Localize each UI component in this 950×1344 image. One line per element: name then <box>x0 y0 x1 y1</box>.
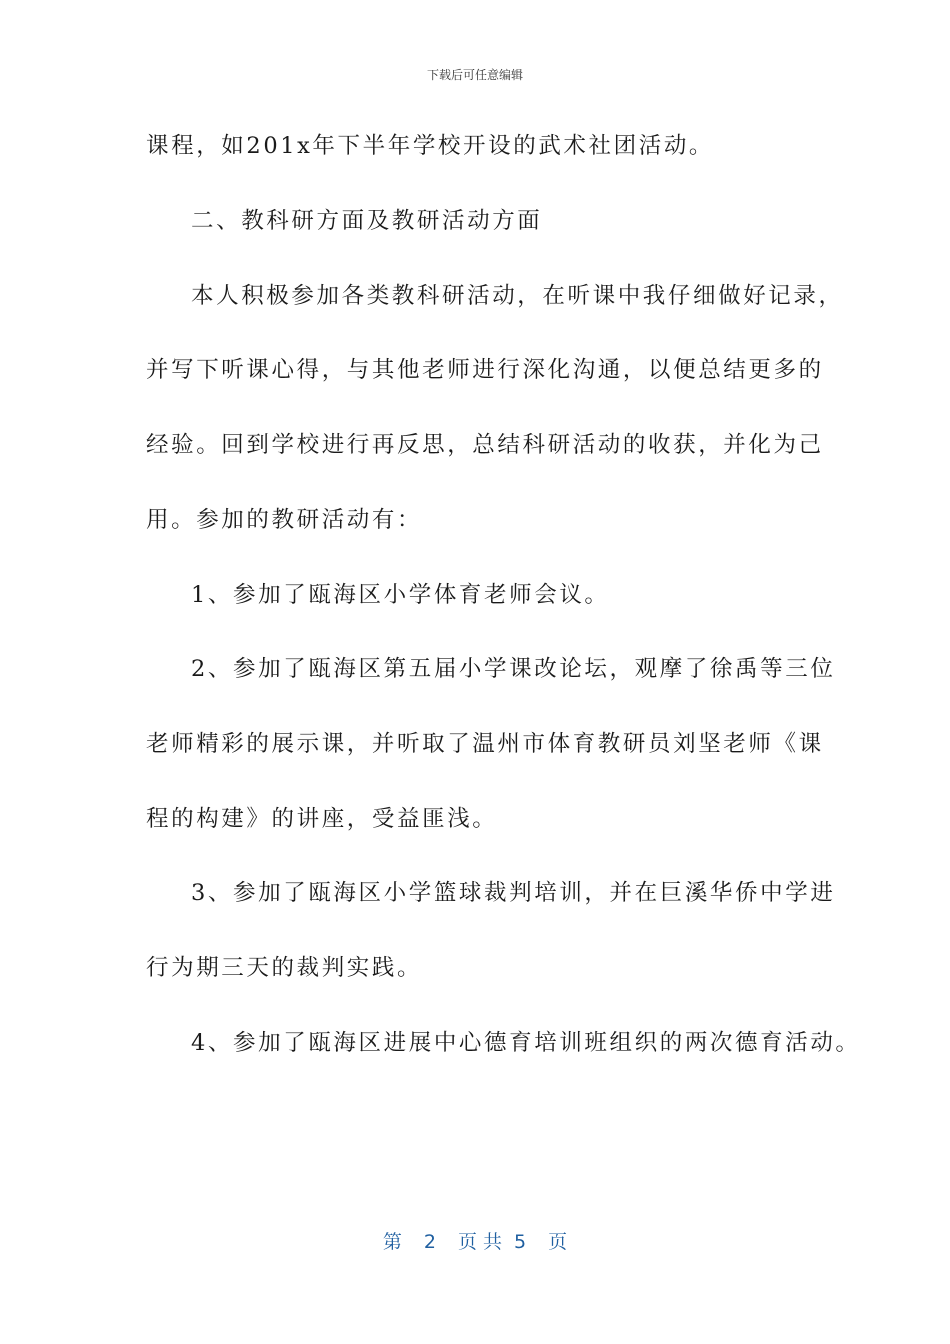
list-item-4: 4、参加了瓯海区进展中心德育培训班组织的两次德育活动。 <box>191 1030 861 1056</box>
list-item-2-cont-2: 程的构建》的讲座，受益匪浅。 <box>146 806 498 832</box>
list-item-3-cont: 行为期三天的裁判实践。 <box>146 955 423 981</box>
page-footer <box>0 1227 950 1254</box>
footer-suffix: 页 <box>548 1231 568 1253</box>
section-heading: 二、教科研方面及教研活动方面 <box>191 208 543 234</box>
body-line-4: 并写下听课心得，与其他老师进行深化沟通，以便总结更多的 <box>146 357 824 383</box>
footer-middle: 页共 <box>457 1231 508 1253</box>
body-line-6: 用。参加的教研活动有： <box>146 507 423 533</box>
list-item-2: 2、参加了瓯海区第五届小学课改论坛，观摩了徐禹等三位 <box>191 656 836 682</box>
header-note: 下载后可任意编辑 <box>426 68 523 82</box>
list-item-2-cont-1: 老师精彩的展示课，并听取了温州市体育教研员刘坚老师《课 <box>146 731 824 757</box>
footer-current-page: 2 <box>423 1231 436 1253</box>
body-line-5: 经验。回到学校进行再反思，总结科研活动的收获，并化为己 <box>146 432 824 458</box>
body-line-3: 本人积极参加各类教科研活动，在听课中我仔细做好记录， <box>191 283 844 309</box>
footer-total-pages: 5 <box>514 1231 527 1253</box>
footer-prefix: 第 <box>382 1231 402 1253</box>
body-line-1: 课程，如201x年下半年学校开设的武术社团活动。 <box>146 133 715 159</box>
list-item-1: 1、参加了瓯海区小学体育老师会议。 <box>191 582 610 608</box>
list-item-3: 3、参加了瓯海区小学篮球裁判培训，并在巨溪华侨中学进 <box>191 880 836 906</box>
